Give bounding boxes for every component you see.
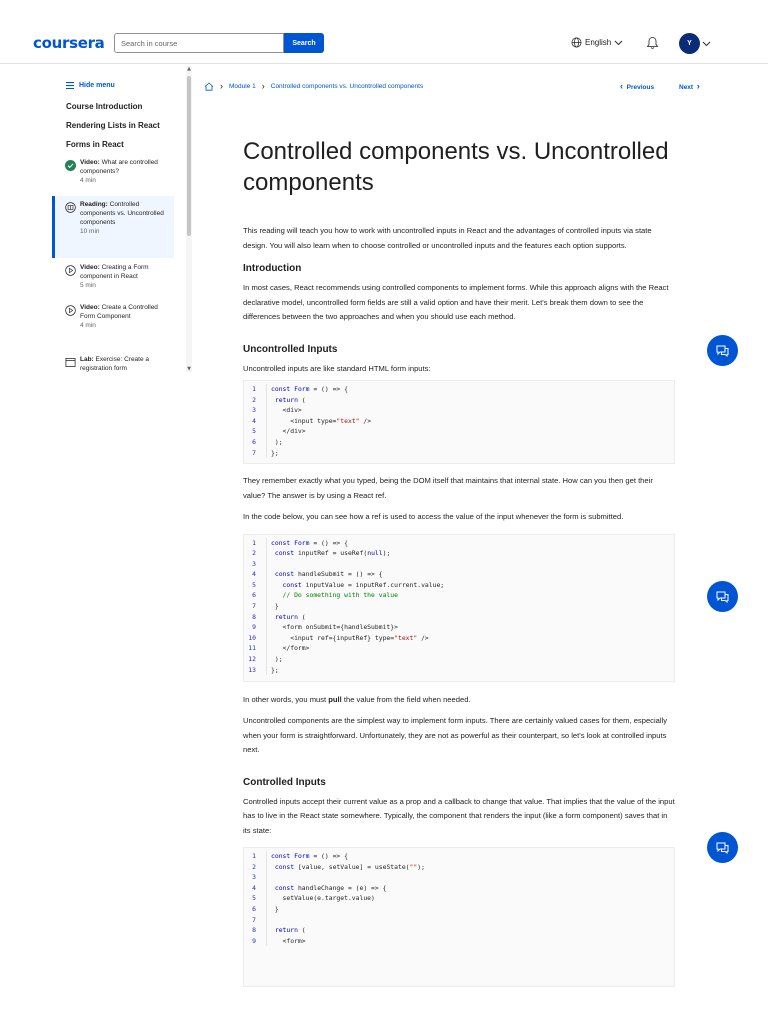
sidebar-item-what-are-controlled-components[interactable] <box>52 158 174 185</box>
code-block <box>243 847 675 987</box>
ai-chat-button[interactable] <box>707 335 738 366</box>
code-line <box>244 569 674 580</box>
reading-icon <box>65 202 76 213</box>
chevron-left-icon: ‹ <box>620 81 623 91</box>
line-number: 1 <box>252 538 256 547</box>
breadcrumb-page[interactable]: Controlled components vs. Uncontrolled components <box>270 82 424 90</box>
line-number: 8 <box>252 926 256 935</box>
line-number: 7 <box>252 915 256 924</box>
code-text: </form> <box>266 643 309 654</box>
code-line <box>244 851 674 862</box>
code-line <box>244 643 674 654</box>
code-line <box>244 654 674 665</box>
code-line <box>244 622 674 633</box>
chevron-down-icon <box>702 41 711 47</box>
code-text: const inputRef = useRef(null); <box>266 548 390 559</box>
scroll-up-arrow-icon[interactable]: ▲ <box>187 66 191 72</box>
code-line <box>244 395 674 406</box>
code-text: return ( <box>266 925 306 936</box>
item-duration: 4 min <box>80 322 96 329</box>
avatar: Y <box>679 33 700 54</box>
code-text: <div> <box>266 405 302 416</box>
coursera-logo[interactable]: coursera <box>33 34 105 52</box>
code-text: const [value, setValue] = useState(""); <box>266 862 425 873</box>
ai-chat-button[interactable] <box>707 832 738 863</box>
item-title: What are controlled components? <box>80 159 158 175</box>
breadcrumb-module[interactable]: Module 1 <box>229 82 256 90</box>
code-line <box>244 883 674 894</box>
line-number: 2 <box>252 395 256 404</box>
hide-menu-label: Hide menu <box>79 82 115 89</box>
language-selector[interactable] <box>571 37 623 48</box>
item-title: Exercise: Create a registration form <box>80 356 150 372</box>
line-number: 11 <box>248 644 256 653</box>
code-line <box>244 405 674 416</box>
chevron-right-icon: › <box>261 81 265 91</box>
play-circle-icon <box>65 265 76 276</box>
controlled-paragraph: Controlled inputs accept their current value as a prop and a callback to change that value. That implies that the value of the input has to live in the React state somewhere. Typically, the component that renders the input (like a form component) saves that in its state: <box>243 796 675 835</box>
code-text: return ( <box>266 395 306 406</box>
code-text <box>266 915 275 926</box>
code-text: ); <box>266 437 283 448</box>
code-line <box>244 601 674 612</box>
pull-text-after: the value from the field when needed. <box>341 694 471 704</box>
line-number: 3 <box>252 559 256 568</box>
code-line <box>244 665 674 676</box>
language-label: English <box>585 38 612 47</box>
code-text: }; <box>266 665 279 676</box>
code-line <box>244 384 674 395</box>
user-menu[interactable] <box>679 33 711 54</box>
item-title: Creating a Form component in React <box>80 264 149 280</box>
code-text: </div> <box>266 426 306 437</box>
chat-icon <box>715 840 730 855</box>
item-title: Controlled components vs. Uncontrolled components <box>80 201 164 226</box>
previous-button[interactable] <box>620 81 654 91</box>
sidebar-item-create-controlled-form[interactable] <box>52 303 174 330</box>
pull-text-bold: pull <box>328 694 342 704</box>
line-number: 2 <box>252 862 256 871</box>
chat-icon <box>715 589 730 604</box>
item-type: Video: <box>80 304 100 311</box>
code-text: } <box>266 904 279 915</box>
code-line <box>244 862 674 873</box>
bell-icon <box>646 36 659 50</box>
sidebar-item-creating-a-form-component[interactable] <box>52 263 174 290</box>
line-number: 8 <box>252 612 256 621</box>
uncontrolled-paragraph: Uncontrolled inputs are like standard HTML form inputs: <box>243 363 431 373</box>
globe-icon <box>571 37 582 48</box>
code-text: const handleSubmit = () => { <box>266 569 383 580</box>
line-number: 5 <box>252 427 256 436</box>
pull-text-before: In other words, you must <box>243 694 329 704</box>
code-text: const handleChange = (e) => { <box>266 883 386 894</box>
play-circle-icon <box>65 305 76 316</box>
code-text <box>266 872 275 883</box>
code-text: }; <box>266 448 279 459</box>
code-line <box>244 633 674 644</box>
reading-content <box>243 136 675 987</box>
line-number: 4 <box>252 416 256 425</box>
introduction-paragraph: In most cases, React recommends using controlled components to implement forms. While this approach aligns with the React declarative model, uncontrolled form fields are still a valid option and have their merit. Let's break them down to see the differences between the two approaches and when you should use each method. <box>243 283 669 321</box>
line-number: 7 <box>252 602 256 611</box>
item-type: Video: <box>80 159 100 166</box>
line-number: 5 <box>252 894 256 903</box>
code-text: <input ref={inputRef} type="text" /> <box>266 633 429 644</box>
code-line <box>244 612 674 623</box>
code-text: // Do something with the value <box>266 590 398 601</box>
code-line <box>244 416 674 427</box>
chevron-down-icon <box>614 40 623 46</box>
line-number: 13 <box>248 665 256 674</box>
code-line <box>244 448 674 459</box>
menu-icon <box>66 82 74 89</box>
heading-uncontrolled-inputs: Uncontrolled Inputs <box>243 343 338 355</box>
sidebar-item-exercise-registration-form[interactable] <box>52 355 174 372</box>
line-number: 5 <box>252 580 256 589</box>
top-header <box>0 0 768 64</box>
code-text <box>266 559 275 570</box>
code-line <box>244 426 674 437</box>
line-number: 12 <box>248 655 256 664</box>
line-number: 9 <box>252 936 256 945</box>
code-block <box>243 380 675 464</box>
hide-menu-button[interactable] <box>66 82 115 89</box>
course-sidebar <box>52 66 186 372</box>
chevron-right-icon: › <box>696 81 700 91</box>
remember-paragraph: They remember exactly what you typed, being the DOM itself that maintains that internal state. How can you then get their value? The answer is by using a React ref. <box>243 476 653 500</box>
search-input[interactable] <box>114 33 284 53</box>
code-text: const Form = () => { <box>266 851 348 862</box>
item-type: Lab: <box>80 356 94 363</box>
item-type: Video: <box>80 264 100 271</box>
code-text: setValue(e.target.value) <box>266 893 375 904</box>
line-number: 1 <box>252 385 256 393</box>
code-text: } <box>266 601 279 612</box>
line-number: 6 <box>252 437 256 446</box>
code-line <box>244 936 674 947</box>
ai-chat-button[interactable] <box>707 581 738 612</box>
item-type: Reading: <box>80 201 108 208</box>
code-line <box>244 590 674 601</box>
line-number: 4 <box>252 883 256 892</box>
chevron-right-icon: › <box>220 81 223 91</box>
code-block <box>243 534 675 682</box>
next-label: Next <box>679 84 694 91</box>
sidebar-item-controlled-vs-uncontrolled[interactable] <box>52 196 174 258</box>
line-number: 10 <box>248 633 256 642</box>
check-circle-icon <box>65 160 76 171</box>
heading-introduction: Introduction <box>243 263 302 274</box>
scroll-thumb[interactable] <box>187 76 191 236</box>
line-number: 3 <box>252 873 256 882</box>
heading-controlled-inputs: Controlled Inputs <box>243 776 326 788</box>
line-number: 6 <box>252 904 256 913</box>
line-number: 7 <box>252 448 256 457</box>
simplest-paragraph: Uncontrolled components are the simplest way to implement form inputs. There are certainly valued cases for them, especially when your form is straightforward. Unfortunately, they are not as powerful as their counterpart, so let's look at controlled inputs next. <box>243 716 668 754</box>
code-text: <form onSubmit={handleSubmit}> <box>266 622 398 633</box>
line-number: 3 <box>252 406 256 415</box>
search-button[interactable]: Search <box>284 33 324 53</box>
page-title: Controlled components vs. Uncontrolled components <box>243 138 669 196</box>
code-text: <form> <box>266 936 306 947</box>
notifications-button[interactable] <box>646 35 659 54</box>
code-line <box>244 872 674 883</box>
item-title: Create a Controlled Form Component <box>80 304 158 320</box>
code-line <box>244 538 674 549</box>
code-text: const Form = () => { <box>266 384 348 395</box>
pull-paragraph <box>243 693 675 708</box>
code-line <box>244 925 674 936</box>
sidebar-scrollbar[interactable] <box>186 66 192 372</box>
code-line <box>244 548 674 559</box>
line-number: 6 <box>252 591 256 600</box>
sidebar-section-course-introduction[interactable]: Course Introduction <box>66 102 143 111</box>
item-duration: 10 min <box>80 228 100 235</box>
scroll-down-arrow-icon[interactable]: ▼ <box>187 366 191 372</box>
lab-icon <box>65 357 76 368</box>
code-line <box>244 559 674 570</box>
intro-paragraph: This reading will teach you how to work with uncontrolled inputs in React and the advantages of controlled inputs via state design. You will also learn when to choose controlled or uncontrolled inputs and the features each option supports. <box>243 226 652 250</box>
line-number: 4 <box>252 570 256 579</box>
code-text: return ( <box>266 612 306 623</box>
code-line <box>244 437 674 448</box>
sidebar-section-rendering-lists[interactable]: Rendering Lists in React <box>66 121 160 130</box>
home-icon[interactable] <box>204 82 214 91</box>
previous-label: Previous <box>626 84 655 91</box>
item-duration: 5 min <box>80 282 96 289</box>
code-text: ); <box>266 654 283 665</box>
code-text: const inputValue = inputRef.current.value; <box>266 580 444 591</box>
code-text: <input type="text" /> <box>266 416 371 427</box>
sidebar-section-forms-in-react[interactable]: Forms in React <box>66 140 124 149</box>
line-number: 1 <box>252 852 256 860</box>
code-line <box>244 580 674 591</box>
code-line <box>244 904 674 915</box>
chat-icon <box>715 343 730 358</box>
next-button[interactable] <box>679 81 700 91</box>
item-duration: 4 min <box>80 177 96 184</box>
code-text: const Form = () => { <box>266 538 348 549</box>
line-number: 2 <box>252 549 256 558</box>
line-number: 9 <box>252 623 256 632</box>
breadcrumb <box>204 81 423 91</box>
code-line <box>244 893 674 904</box>
ref-paragraph: In the code below, you can see how a ref is used to access the value of the input whenever the form is submitted. <box>243 512 624 521</box>
code-line <box>244 915 674 926</box>
